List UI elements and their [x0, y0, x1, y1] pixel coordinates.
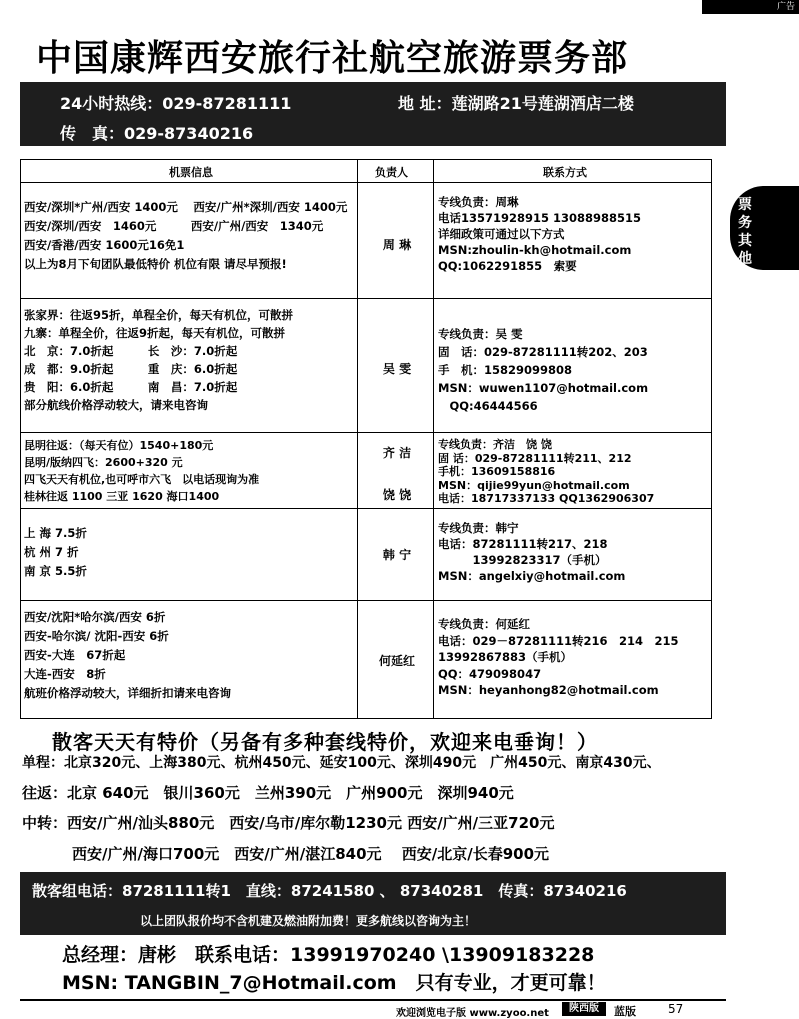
row-4-info: [24, 524, 87, 581]
address-text: 地 址：莲湖路21号莲湖酒店二楼: [398, 94, 634, 113]
row-4-contact: [438, 520, 625, 584]
column-divider: [357, 160, 358, 718]
section-tab: [730, 186, 799, 270]
info-line: 昆明/版纳四飞：2600+320 元: [24, 456, 183, 469]
hotline-text: 24小时热线：029-87281111: [60, 94, 292, 113]
contact-line: 电话：029－87281111转216 214 215: [438, 633, 679, 648]
contact-line: 专线负责：吴 雯: [438, 327, 523, 341]
group-phone: 散客组电话：87281111转1 直线：87241580 、 87340281 传真：87340216: [32, 882, 627, 900]
contact-line: 电话：87281111转217、218: [438, 537, 608, 551]
manager-msn: MSN: TANGBIN_7@Hotmail.com 只有专业，才更可靠！: [62, 972, 606, 994]
transfer-prices-2: 西安/广州/海口700元 西安/广州/湛江840元 西安/北京/长春900元: [72, 845, 550, 863]
header-person: 负责人: [375, 166, 408, 179]
header-ticket-info: 机票信息: [169, 166, 213, 179]
transfer-prices-1: 中转：西安/广州/汕头880元 西安/乌市/库尔勒1230元 西安/广州/三亚720元: [22, 814, 555, 832]
info-line: 北 京：7.0折起 长 沙：7.0折起: [24, 344, 238, 358]
row-1-info: [24, 198, 347, 274]
row-2-person: 吴 雯: [382, 362, 412, 376]
row-divider: [21, 600, 711, 601]
contact-line: 专线负责：何延红: [438, 617, 530, 631]
row-4-person: 韩 宁: [382, 548, 412, 562]
page-number: 57: [668, 1002, 684, 1016]
info-line: 以上为8月下旬团队最低特价 机位有限 请尽早预报!: [24, 257, 287, 271]
contact-line: MSN：angelxiy@hotmail.com: [438, 569, 626, 583]
info-line: 桂林往返 1100 三亚 1620 海口1400: [24, 490, 220, 503]
contact-line: 详细政策可通过以下方式: [438, 227, 565, 241]
contact-line: QQ：479098047: [438, 666, 542, 681]
fax-text: 传 真：029-87340216: [60, 124, 254, 143]
info-line: 西安-哈尔滨/ 沈阳-西安 6折: [24, 629, 169, 643]
contact-line: MSN:zhoulin-kh@hotmail.com: [438, 243, 632, 257]
row-5-contact: [438, 616, 679, 699]
row-1-person: 周 琳: [382, 238, 412, 252]
contact-line: QQ:1062291855 索要: [438, 259, 577, 273]
info-line: 部分航线价格浮动较大，请来电咨询: [24, 398, 208, 412]
info-line: 西安/深圳/西安 1460元 西安/广州/西安 1340元: [24, 219, 324, 233]
row-2-info: [24, 306, 293, 414]
tab-char: 其: [738, 233, 752, 249]
row-divider: [21, 432, 711, 433]
site-link[interactable]: 欢迎浏览电子版 www.zyoo.net: [396, 1008, 549, 1019]
oneway-prices: 单程：北京320元、上海380元、杭州450元、延安100元、深圳490元 广州450元、南京430元、: [22, 755, 661, 771]
info-line: 西安-大连 67折起: [24, 648, 126, 662]
info-line: 上 海 7.5折: [24, 526, 87, 540]
info-line: 西安/香港/西安 1600元16免1: [24, 238, 185, 252]
contact-bar: [20, 82, 726, 146]
info-line: 南 京 5.5折: [24, 564, 87, 578]
info-line: 四飞天天有机位,也可呼市六飞 以电话现询为准: [24, 473, 260, 486]
contact-line: 电话：18717337133 QQ1362906307: [438, 492, 655, 505]
row-3-contact: [438, 438, 654, 506]
header-contact: 联系方式: [543, 166, 587, 179]
row-5-info: [24, 608, 231, 703]
contact-line: 专线负责：齐洁 饶 饶: [438, 438, 552, 451]
row-divider: [21, 298, 711, 299]
footer-bar: [20, 872, 726, 935]
contact-line: 固 话：029-87281111转211、212: [438, 451, 632, 465]
row-2-contact: [438, 325, 648, 415]
row-divider: [21, 182, 711, 183]
contact-line: MSN：wuwen1107@hotmail.com: [438, 381, 649, 395]
contact-line: QQ:46444566: [438, 399, 538, 413]
roundtrip-prices: 往返：北京 640元 银川360元 兰州390元 广州900元 深圳940元: [22, 784, 514, 802]
contact-line: 专线负责：韩宁: [438, 521, 519, 535]
info-line: 贵 阳：6.0折起 南 昌：7.0折起: [24, 380, 238, 394]
bottom-rule: [20, 999, 726, 1001]
info-line: 杭 州 7 折: [24, 545, 79, 559]
info-line: 大连-西安 8折: [24, 667, 106, 681]
info-line: 成 都：9.0折起 重 庆：6.0折起: [24, 362, 238, 376]
info-line: 张家界：往返95折，单程全价，每天有机位，可散拼: [24, 308, 294, 322]
contact-line: 13992867883（手机）: [438, 650, 573, 664]
edition-badge: 陕西版: [562, 1002, 606, 1016]
page-title: 中国康辉西安旅行社航空旅游票务部: [36, 38, 629, 79]
info-line: 西安/沈阳*哈尔滨/西安 6折: [24, 610, 166, 624]
contact-line: 手机：13609158816: [438, 465, 556, 478]
info-line: 西安/深圳*广州/西安 1400元 西安/广州*深圳/西安 1400元: [24, 200, 348, 214]
row-3-person-2: 饶 饶: [382, 488, 412, 502]
promo-headline: 散客天天有特价（另备有多种套线特价，欢迎来电垂询！）: [52, 730, 598, 754]
info-line: 昆明往返：（每天有位）1540+180元: [24, 439, 214, 452]
tab-char: 票: [738, 197, 752, 213]
tab-char: 他: [738, 251, 752, 267]
info-line: 九寨：单程全价，往返9折起，每天有机位，可散拼: [24, 326, 285, 340]
tab-char: 务: [738, 215, 752, 231]
contact-line: 电话13571928915 13088988515: [438, 211, 642, 225]
contact-line: 固 话：029-87281111转202、203: [438, 345, 648, 359]
contact-line: MSN：qijie99yun@hotmail.com: [438, 478, 630, 492]
row-5-person: 何延红: [378, 654, 415, 668]
general-manager: 总经理：唐彬 联系电话：13991970240 \13909183228: [62, 944, 595, 966]
ticket-table: [20, 159, 712, 719]
row-1-contact: [438, 194, 641, 274]
price-note: 以上团队报价均不含机建及燃油附加费！更多航线以咨询为主！: [140, 914, 477, 928]
contact-line: 专线负责：周琳: [438, 195, 519, 209]
row-3-info: [24, 437, 259, 505]
contact-line: 手 机：15829099808: [438, 363, 573, 377]
ad-tag: 广告: [702, 0, 799, 14]
row-divider: [21, 508, 711, 509]
contact-line: 13992823317（手机）: [438, 553, 607, 567]
row-3-person: 齐 洁: [382, 446, 412, 460]
contact-line: MSN：heyanhong82@hotmail.com: [438, 683, 659, 697]
info-line: 航班价格浮动较大，详细折扣请来电咨询: [24, 686, 231, 700]
version-label: 蓝版: [614, 1005, 636, 1018]
